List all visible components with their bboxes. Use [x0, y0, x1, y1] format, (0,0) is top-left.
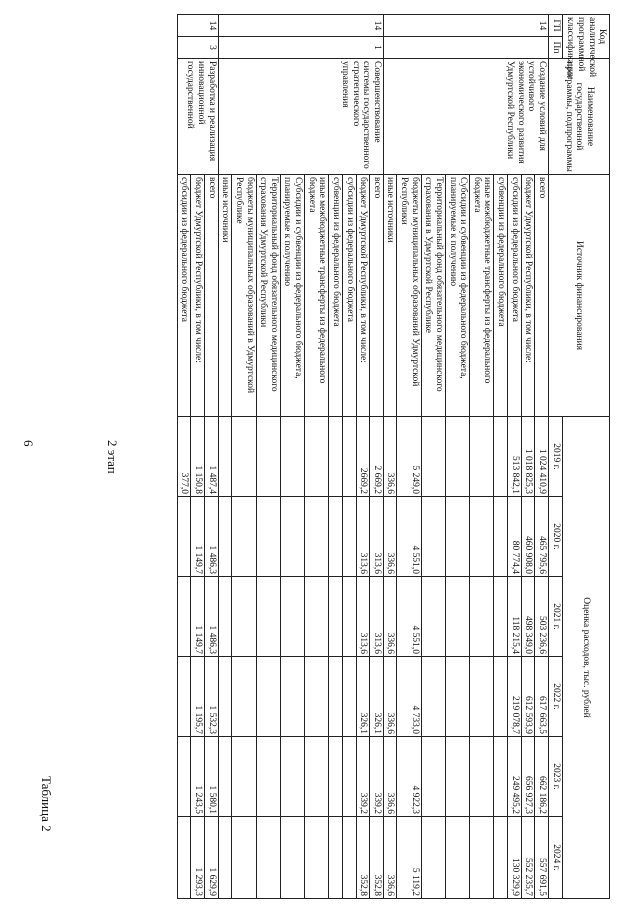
pp-code [383, 37, 548, 59]
value-cell [280, 417, 304, 497]
value-cell [329, 577, 343, 657]
value-cell: 313,6 [370, 577, 384, 657]
value-cell: 336,6 [383, 737, 397, 817]
value-cell: 612 593,9 [521, 657, 535, 737]
value-cell: 219 078,7 [508, 657, 522, 737]
value-cell: 1 580,1 [205, 737, 219, 817]
source-cell: Территориальный фонд обязательного медицинского страхования Удмуртской Республики [256, 175, 280, 417]
value-cell [305, 497, 329, 577]
value-cell [494, 817, 508, 899]
value-cell: 5 249,0 [397, 417, 421, 497]
value-cell [305, 577, 329, 657]
year-header: 2019 г. [549, 417, 563, 497]
source-cell: бюджет Удмуртской Республики, в том числе: [521, 175, 535, 417]
value-cell [256, 817, 280, 899]
source-cell: субвенции из федерального бюджета [329, 175, 343, 417]
source-cell: субвенции из федерального бюджета [494, 175, 508, 417]
source-cell: всего [205, 175, 219, 417]
value-cell [232, 417, 256, 497]
value-cell: 1 150,8 [191, 417, 205, 497]
value-cell [421, 577, 445, 657]
year-header: 2020 г. [549, 497, 563, 577]
source-cell: иные межбюджетные трансферты из федерального бюджета [470, 175, 494, 417]
value-cell [232, 577, 256, 657]
value-cell: 4 551,0 [397, 577, 421, 657]
value-cell [218, 657, 232, 737]
value-cell: 1 018 825,3 [521, 417, 535, 497]
value-cell [305, 657, 329, 737]
value-cell: 656 927,3 [521, 737, 535, 817]
value-cell: 617 663,5 [535, 657, 549, 737]
value-cell [256, 657, 280, 737]
value-cell: 80 774,4 [508, 497, 522, 577]
value-cell [343, 817, 357, 899]
value-cell [343, 657, 357, 737]
value-cell [218, 417, 232, 497]
gp-header: ГП [549, 15, 563, 37]
source-cell: субсидии из федерального бюджета [177, 175, 191, 417]
program-name: Создание условий для устойчивого экономического развития Удмуртской Республики [383, 59, 548, 175]
value-cell [329, 657, 343, 737]
value-cell [256, 737, 280, 817]
value-cell [446, 497, 470, 577]
value-cell: 1 486,3 [205, 497, 219, 577]
value-cell [421, 497, 445, 577]
value-cell [305, 817, 329, 899]
source-cell: Территориальный фонд обязательного медицинского страхования в Удмуртской Республике [421, 175, 445, 417]
value-cell [232, 817, 256, 899]
value-cell [421, 657, 445, 737]
table-row [370, 15, 384, 899]
value-cell: 1 024 410,9 [535, 417, 549, 497]
gp-code: 14 [177, 15, 218, 37]
value-cell: 465 795,6 [535, 497, 549, 577]
value-cell [218, 817, 232, 899]
value-cell: 1 149,7 [191, 577, 205, 657]
value-cell [232, 497, 256, 577]
value-cell: 498 349,0 [521, 577, 535, 657]
program-name: Совершенствование системы государственного стратегического управления [218, 59, 383, 175]
value-cell: 503 236,6 [535, 577, 549, 657]
name-header: Наименование государственной программы, подпрограммы [549, 59, 610, 175]
table-row [535, 15, 549, 899]
code-header: Код аналитической программной классификации [563, 15, 610, 59]
value-cell [470, 577, 494, 657]
value-cell [470, 737, 494, 817]
gp-code: 14 [383, 15, 548, 37]
value-cell [218, 577, 232, 657]
value-cell: 1 243,5 [191, 737, 205, 817]
value-cell: 1 149,7 [191, 497, 205, 577]
value-cell: 336,6 [383, 497, 397, 577]
value-cell [177, 817, 191, 899]
value-cell: 1 532,3 [205, 657, 219, 737]
value-cell [232, 657, 256, 737]
value-cell: 4 551,0 [397, 497, 421, 577]
value-cell: 1 195,7 [191, 657, 205, 737]
value-cell [494, 577, 508, 657]
year-header: 2021 г. [549, 577, 563, 657]
source-cell: Субсидии и субвенции из федерального бюджета, планируемые к получению [280, 175, 304, 417]
year-header: 2024 г. [549, 817, 563, 899]
estimate-header: Оценка расходов, тыс. рублей [563, 417, 610, 899]
value-cell [343, 737, 357, 817]
value-cell [232, 737, 256, 817]
value-cell [177, 577, 191, 657]
table-row [205, 15, 219, 899]
value-cell [256, 577, 280, 657]
pp-code: 1 [218, 37, 383, 59]
source-cell: бюджет Удмуртской Республики, в том числе: [356, 175, 370, 417]
value-cell: 662 186,2 [535, 737, 549, 817]
value-cell [421, 417, 445, 497]
value-cell [177, 497, 191, 577]
source-cell: субсидии из федерального бюджета [508, 175, 522, 417]
source-cell: иные межбюджетные трансферты из федерального бюджета [305, 175, 329, 417]
year-header: 2022 г. [549, 657, 563, 737]
value-cell [343, 497, 357, 577]
value-cell: 313,6 [356, 577, 370, 657]
table-caption: Таблица 2 [39, 776, 54, 832]
value-cell [446, 817, 470, 899]
value-cell: 326,1 [356, 657, 370, 737]
value-cell: 1 486,3 [205, 577, 219, 657]
source-cell: всего [370, 175, 384, 417]
value-cell: 118 215,4 [508, 577, 522, 657]
value-cell: 352,8 [370, 817, 384, 899]
source-cell: бюджеты муниципальных образований в Удмуртской Республике [232, 175, 256, 417]
value-cell [470, 497, 494, 577]
stage-title: 2 этап [105, 440, 120, 474]
value-cell [305, 737, 329, 817]
source-cell: всего [535, 175, 549, 417]
value-cell: 339,2 [370, 737, 384, 817]
source-cell: иные источники [383, 175, 397, 417]
value-cell [446, 737, 470, 817]
value-cell [329, 817, 343, 899]
value-cell: 249 495,2 [508, 737, 522, 817]
value-cell: 336,6 [383, 817, 397, 899]
value-cell [421, 817, 445, 899]
value-cell: 339,2 [356, 737, 370, 817]
value-cell: 557 691,5 [535, 817, 549, 899]
value-cell: 5 119,2 [397, 817, 421, 899]
value-cell [494, 497, 508, 577]
value-cell [446, 417, 470, 497]
program-name: Разработка и реализация инновационной государственной [177, 59, 218, 175]
value-cell: 336,6 [383, 417, 397, 497]
value-cell [280, 657, 304, 737]
value-cell: 313,6 [356, 497, 370, 577]
value-cell [470, 417, 494, 497]
value-cell [280, 737, 304, 817]
value-cell [494, 657, 508, 737]
value-cell [177, 737, 191, 817]
value-cell [343, 577, 357, 657]
value-cell: 1 629,9 [205, 817, 219, 899]
source-cell: бюджет Удмуртской Республики, в том числе: [191, 175, 205, 417]
value-cell [329, 497, 343, 577]
source-header: Источник финансирования [549, 175, 610, 417]
value-cell: 313,6 [370, 497, 384, 577]
value-cell [329, 417, 343, 497]
source-cell: бюджеты муниципальных образований Удмуртской Республики [397, 175, 421, 417]
value-cell [446, 577, 470, 657]
value-cell: 552 235,7 [521, 817, 535, 899]
value-cell [256, 417, 280, 497]
value-cell: 336,6 [383, 577, 397, 657]
value-cell: 352,8 [356, 817, 370, 899]
value-cell [218, 737, 232, 817]
value-cell [446, 657, 470, 737]
page-number: 6 [21, 440, 36, 447]
value-cell [343, 417, 357, 497]
value-cell [280, 577, 304, 657]
financing-table [177, 14, 610, 899]
value-cell: 513 842,1 [508, 417, 522, 497]
value-cell [329, 737, 343, 817]
value-cell [177, 657, 191, 737]
value-cell [280, 817, 304, 899]
source-cell: Субсидии и субвенции из федерального бюджета, планируемые к получению [446, 175, 470, 417]
value-cell [256, 497, 280, 577]
value-cell: 2 669,2 [370, 417, 384, 497]
pp-header: Пп [549, 37, 563, 59]
value-cell: 4 922,3 [397, 737, 421, 817]
year-header: 2023 г. [549, 737, 563, 817]
value-cell [470, 657, 494, 737]
pp-code: 3 [177, 37, 218, 59]
value-cell [494, 737, 508, 817]
value-cell: 2669,2 [356, 417, 370, 497]
value-cell [421, 737, 445, 817]
value-cell: 1 487,4 [205, 417, 219, 497]
value-cell [280, 497, 304, 577]
value-cell [218, 497, 232, 577]
value-cell: 336,6 [383, 657, 397, 737]
value-cell: 460 908,0 [521, 497, 535, 577]
value-cell: 377,0 [177, 417, 191, 497]
value-cell: 326,1 [370, 657, 384, 737]
value-cell: 130 329,9 [508, 817, 522, 899]
value-cell [494, 417, 508, 497]
value-cell [470, 817, 494, 899]
header-row [563, 15, 610, 899]
value-cell: 4 733,0 [397, 657, 421, 737]
value-cell: 1 293,3 [191, 817, 205, 899]
gp-code: 14 [218, 15, 383, 37]
value-cell [305, 417, 329, 497]
source-cell: иные источники [218, 175, 232, 417]
source-cell: субсидии из федерального бюджета [343, 175, 357, 417]
